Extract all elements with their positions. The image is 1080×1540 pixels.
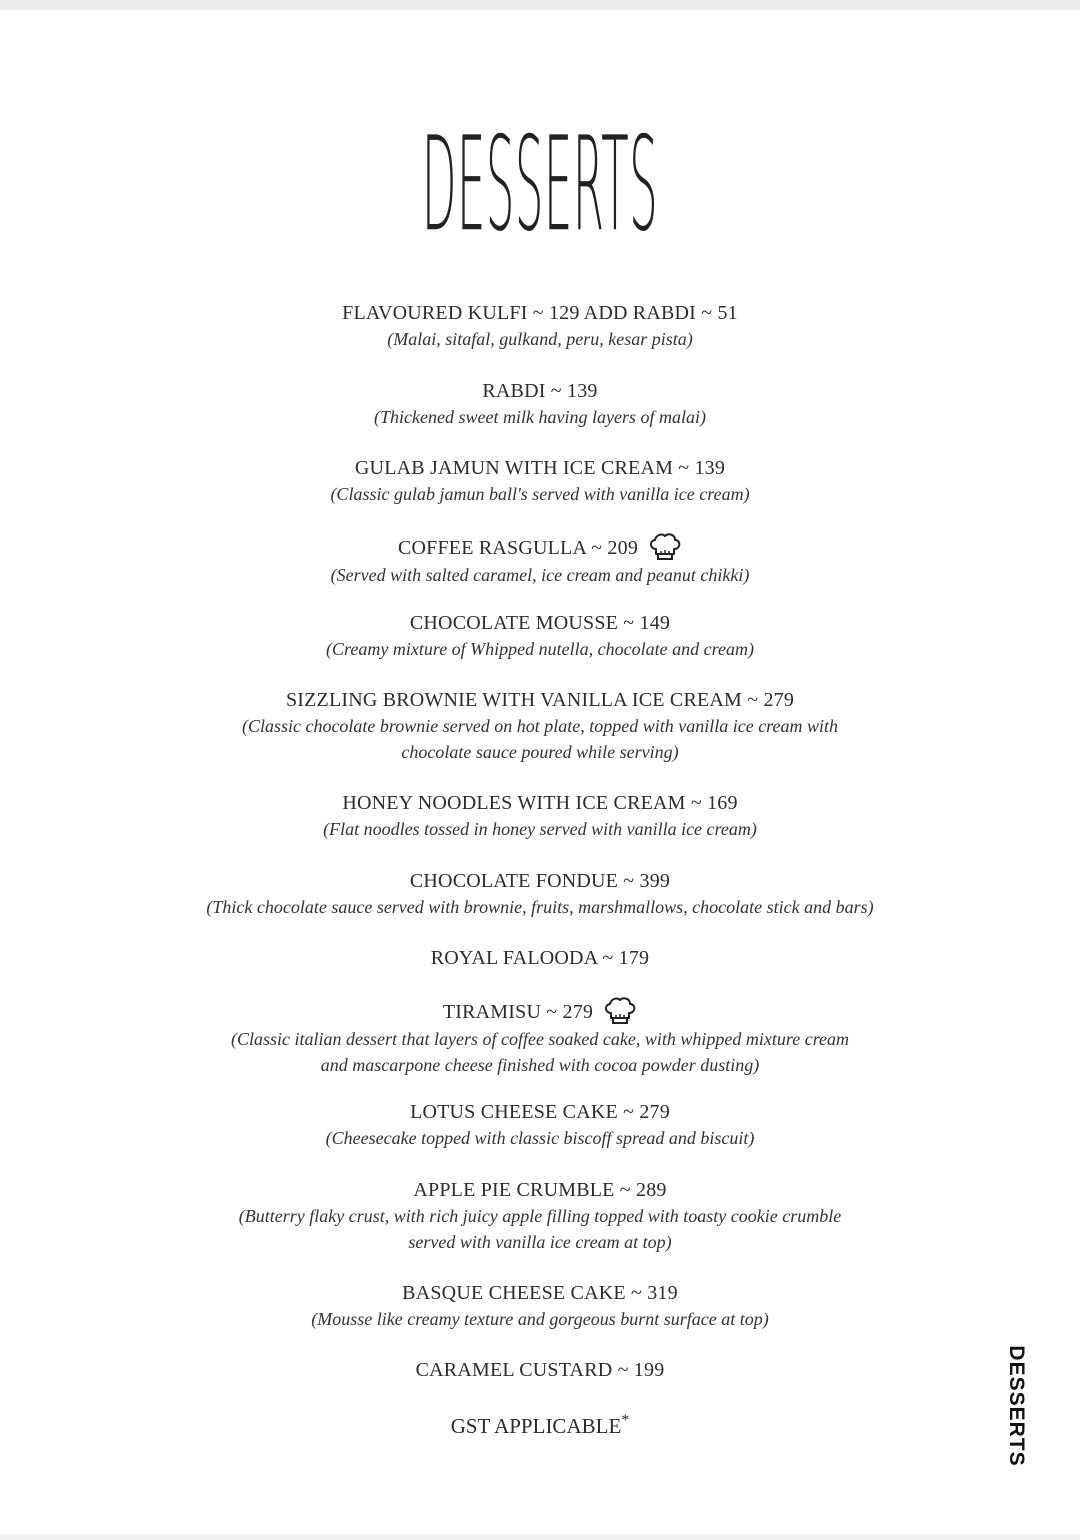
menu-item <box>0 1177 1080 1255</box>
menu-item <box>0 1099 1080 1151</box>
menu-item-name: FLAVOURED KULFI ~ 129 ADD RABDI ~ 51 <box>342 302 738 324</box>
menu-item-name-line <box>0 300 1080 326</box>
menu-item <box>0 790 1080 842</box>
menu-item-description: (Cheesecake topped with classic biscoff spread and biscuit) <box>325 1128 755 1148</box>
menu-item-name: ROYAL FALOODA ~ 179 <box>430 947 650 969</box>
menu-item-description: and mascarpone cheese finished with cocoa powder dusting) <box>320 1055 760 1075</box>
menu-item-name-line <box>0 687 1080 713</box>
menu-item-name: COFFEE RASGULLA ~ 209 <box>397 537 639 559</box>
menu-item-description: (Mousse like creamy texture and gorgeous burnt surface at top) <box>311 1309 769 1329</box>
side-section-label: DESSERTS <box>1005 1345 1028 1467</box>
menu-item-name-line <box>0 455 1080 481</box>
menu-item <box>0 1357 1080 1383</box>
gst-note-text: GST APPLICABLE <box>450 1414 622 1438</box>
menu-item-description: (Creamy mixture of Whipped nutella, chocolate and cream) <box>326 639 754 659</box>
menu-item-name-line <box>0 1099 1080 1125</box>
gst-note-mark: * <box>621 1412 630 1429</box>
menu-item-description: (Malai, sitafal, gulkand, peru, kesar pista) <box>387 329 693 349</box>
menu-item-name: CARAMEL CUSTARD ~ 199 <box>415 1359 665 1381</box>
top-border <box>0 0 1080 10</box>
menu-item-name-line <box>0 610 1080 636</box>
menu-item-name: SIZZLING BROWNIE WITH VANILLA ICE CREAM ~ 279 <box>285 689 795 711</box>
menu-item-name-line <box>0 996 1080 1026</box>
menu-item-name-line <box>0 945 1080 971</box>
menu-item-name: RABDI ~ 139 <box>482 380 598 402</box>
menu-item <box>0 378 1080 430</box>
menu-item-name: LOTUS CHEESE CAKE ~ 279 <box>410 1101 670 1123</box>
menu-item <box>0 532 1080 588</box>
menu-item-name-line <box>0 1177 1080 1203</box>
menu-item <box>0 455 1080 507</box>
menu-item-name: TIRAMISU ~ 279 <box>442 1001 594 1023</box>
menu-item-description: (Served with salted caramel, ice cream and peanut chikki) <box>330 565 750 585</box>
menu-item <box>0 996 1080 1078</box>
menu-item-name: GULAB JAMUN WITH ICE CREAM ~ 139 <box>354 457 726 479</box>
menu-item <box>0 300 1080 352</box>
menu-item <box>0 945 1080 971</box>
menu-item-name: HONEY NOODLES WITH ICE CREAM ~ 169 <box>342 792 738 814</box>
menu-item-name-line <box>0 868 1080 894</box>
menu-item <box>0 610 1080 662</box>
menu-item-description: served with vanilla ice cream at top) <box>408 1232 672 1252</box>
menu-item-description: (Thickened sweet milk having layers of malai) <box>374 407 706 427</box>
menu-item-name: CHOCOLATE MOUSSE ~ 149 <box>409 612 671 634</box>
menu-item-name: APPLE PIE CRUMBLE ~ 289 <box>413 1179 667 1201</box>
bottom-border <box>0 1534 1080 1540</box>
page-title: DESSERTS <box>421 108 659 261</box>
chef-hat-icon <box>648 532 682 562</box>
menu-item-name-line <box>0 1357 1080 1383</box>
menu-item-name: BASQUE CHEESE CAKE ~ 319 <box>402 1282 678 1304</box>
menu-item-description: (Flat noodles tossed in honey served with vanilla ice cream) <box>323 819 757 839</box>
menu-item-description: (Classic italian dessert that layers of coffee soaked cake, with whipped mixture cream <box>230 1029 850 1049</box>
menu-item-name: CHOCOLATE FONDUE ~ 399 <box>409 870 671 892</box>
menu-item <box>0 687 1080 765</box>
menu-item <box>0 1280 1080 1332</box>
menu-item-name-line <box>0 532 1080 562</box>
gst-note <box>0 1412 1080 1439</box>
menu-item-name-line <box>0 1280 1080 1306</box>
menu-item-description: (Butterry flaky crust, with rich juicy apple filling topped with toasty cookie crumble <box>238 1206 842 1226</box>
menu-item-name-line <box>0 378 1080 404</box>
menu-item <box>0 868 1080 920</box>
menu-item-description: chocolate sauce poured while serving) <box>401 742 679 762</box>
menu-item-description: (Classic gulab jamun ball's served with vanilla ice cream) <box>330 484 750 504</box>
chef-hat-icon <box>603 996 637 1026</box>
menu-item-description: (Thick chocolate sauce served with brownie, fruits, marshmallows, chocolate stick and bars) <box>206 897 874 917</box>
menu-item-name-line <box>0 790 1080 816</box>
menu-item-description: (Classic chocolate brownie served on hot plate, topped with vanilla ice cream with <box>241 716 839 736</box>
